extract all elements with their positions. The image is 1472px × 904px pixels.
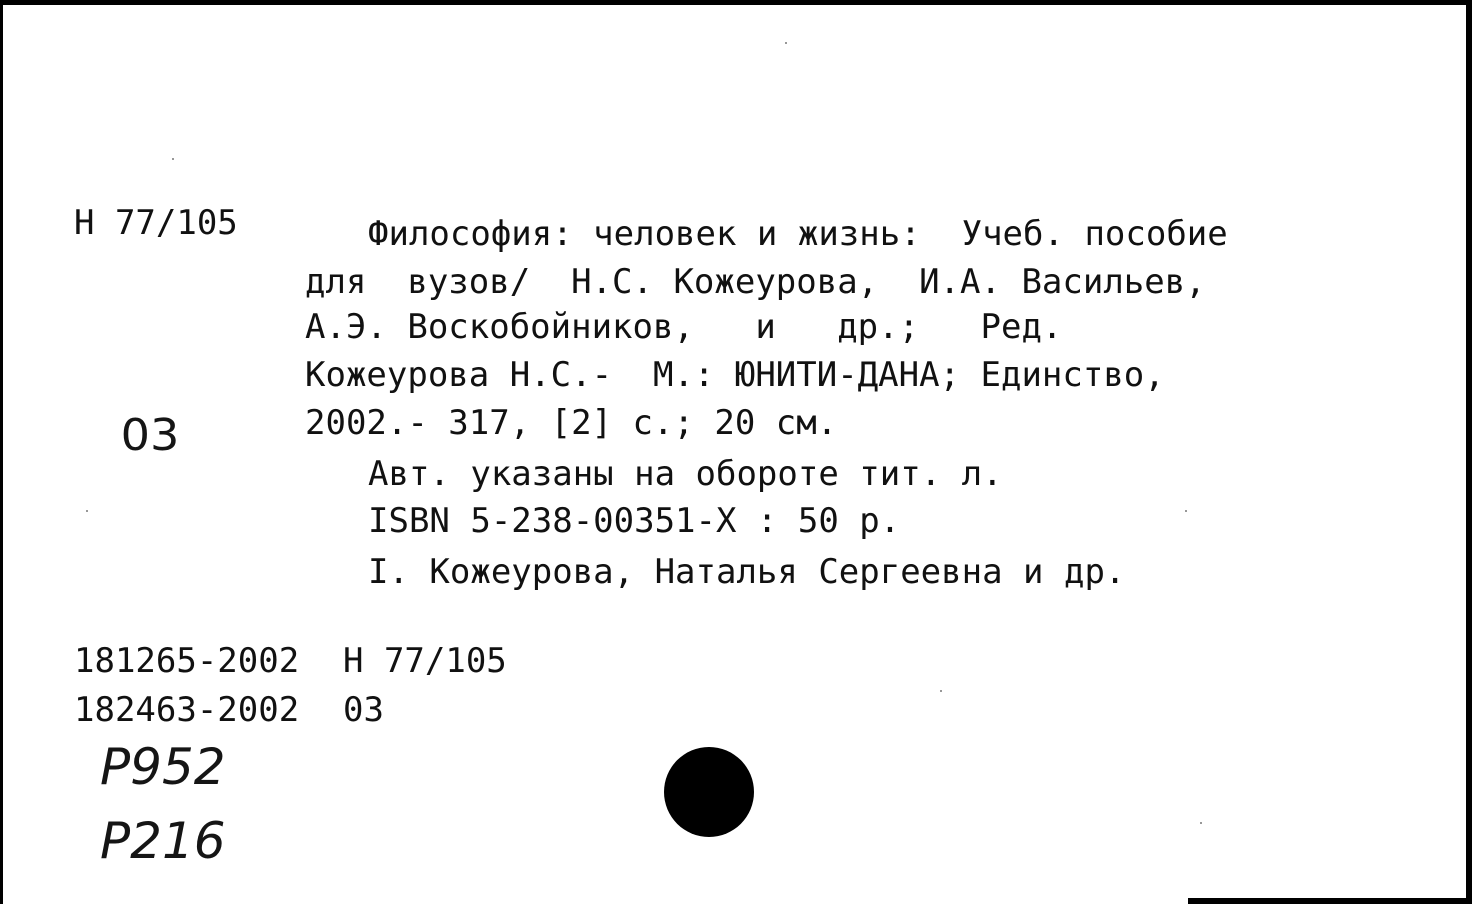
card-border-left [0, 0, 3, 904]
inventory-code: 03 [343, 690, 384, 730]
handwritten-note: Р216 [100, 812, 226, 870]
description-line: Философия: человек и жизнь: Учеб. пособие [368, 214, 1228, 254]
card-border-top [0, 0, 1472, 5]
handwritten-note: Р952 [100, 738, 226, 796]
note-line: I. Кожеурова, Наталья Сергеевна и др. [368, 552, 1126, 592]
isbn-line: ISBN 5-238-00351-Х : 50 р. [368, 501, 901, 541]
handwritten-shelf-mark: 03 [120, 410, 180, 461]
description-line: для вузов/ Н.С. Кожеурова, И.А. Васильев, [305, 262, 1206, 302]
card-border-bottom [1188, 898, 1472, 904]
scan-speck [785, 42, 787, 44]
scan-speck [172, 158, 174, 160]
inventory-number: 182463-2002 [74, 690, 300, 730]
call-number: Н 77/105 [74, 203, 238, 243]
scan-speck [1185, 510, 1187, 512]
scan-speck [940, 690, 942, 692]
description-line: А.Э. Воскобойников, и др.; Ред. [305, 307, 1063, 347]
inventory-number: 181265-2002 [74, 641, 300, 681]
description-line: 2002.- 317, [2] с.; 20 см. [305, 403, 838, 443]
inventory-code: Н 77/105 [343, 641, 507, 681]
description-line: Кожеурова Н.С.- М.: ЮНИТИ-ДАНА; Единство, [305, 355, 1165, 395]
punch-hole [664, 747, 754, 837]
note-line: Авт. указаны на обороте тит. л. [368, 454, 1003, 494]
scan-speck [1200, 822, 1202, 824]
scan-speck [86, 510, 88, 512]
card-border-right [1466, 0, 1472, 904]
